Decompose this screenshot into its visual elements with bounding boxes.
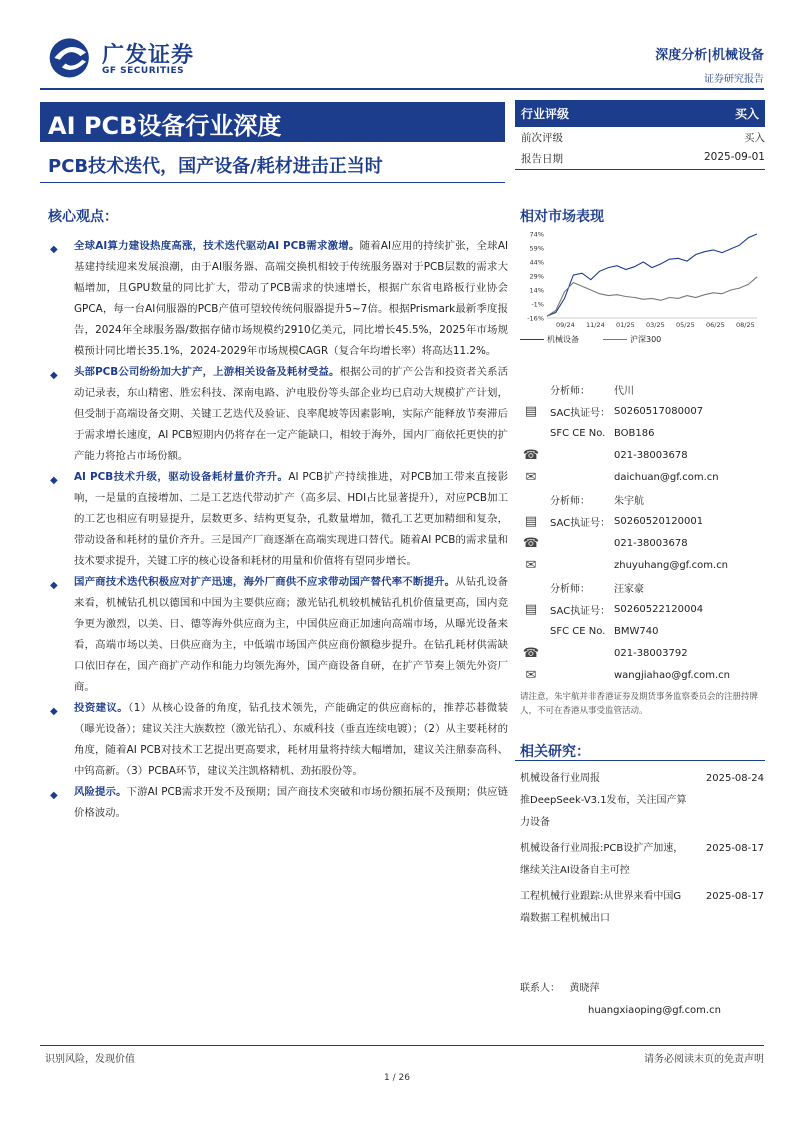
- header-divider: [40, 88, 764, 90]
- analyst-field-value[interactable]: wangjiahao@gf.com.cn: [614, 669, 730, 681]
- report-date-value: 2025-09-01: [703, 151, 765, 163]
- x-tick-label: 11/24: [586, 321, 605, 329]
- bullet-lead: 头部PCB公司纷纷加大扩产，上游相关设备及耗材受益。: [74, 366, 340, 378]
- contact-email[interactable]: huangxiaoping@gf.com.cn: [588, 1005, 721, 1016]
- footer-disclaimer: 请务必阅读末页的免责声明: [644, 1054, 764, 1065]
- related-date: 2025-08-17: [705, 843, 764, 854]
- core-bullet: [48, 698, 508, 782]
- y-tick-label: 44%: [529, 258, 544, 267]
- report-date-label: 报告日期: [521, 153, 563, 165]
- company-name-en: GF SECURITIES: [102, 66, 185, 76]
- rating-box: [515, 100, 765, 170]
- prev-rating-label: 前次评级: [521, 132, 563, 144]
- mail-icon: ✉: [525, 667, 537, 683]
- analyst-row: [520, 422, 764, 444]
- prev-rating-value: 买入: [744, 132, 765, 144]
- x-tick-label: 01/25: [616, 321, 635, 329]
- rating-label: 行业评级: [521, 107, 570, 121]
- analyst-field-value: BOB186: [614, 427, 655, 439]
- core-view-heading: 核心观点：: [48, 209, 118, 225]
- subtitle-divider: [40, 182, 505, 183]
- gf-logo-icon: [45, 33, 101, 81]
- core-bullet: [48, 362, 508, 467]
- y-tick-label: 29%: [529, 272, 544, 281]
- analyst-field-value: S0260522120004: [614, 603, 704, 615]
- series-line-1: [547, 277, 757, 316]
- analyst-row: [520, 532, 764, 554]
- analyst-field-value: 汪家豪: [614, 583, 644, 595]
- analyst-note: 请注意，朱宇航并非香港证券及期货事务监察委员会的注册持牌人，不可在香港从事受监管活动。: [520, 692, 759, 716]
- analyst-field-value: 021-38003792: [614, 647, 688, 659]
- id-card-icon: ▤: [524, 403, 538, 419]
- analyst-field-value: 021-38003678: [614, 537, 688, 549]
- contact-row: [520, 978, 764, 1000]
- phone-icon: ☎: [522, 645, 540, 661]
- report-subtitle: PCB技术迭代，国产设备/耗材进击正当时: [48, 156, 383, 177]
- analyst-row: [520, 444, 764, 466]
- prev-rating-row: [515, 127, 765, 148]
- analyst-row: [520, 598, 764, 620]
- bullet-lead: 投资建议。: [74, 702, 129, 714]
- mail-icon: ✉: [525, 469, 537, 485]
- x-tick-label: 06/25: [706, 321, 725, 329]
- analyst-field-value: BMW740: [614, 625, 659, 637]
- y-tick-label: 74%: [529, 230, 544, 239]
- phone-icon: ☎: [522, 535, 540, 551]
- analyst-row: [520, 510, 764, 532]
- core-bullet: [48, 236, 508, 362]
- related-date: 2025-08-17: [705, 891, 764, 902]
- analyst-field-value[interactable]: daichuan@gf.com.cn: [614, 471, 719, 483]
- related-item[interactable]: [520, 838, 764, 882]
- core-bullet: [48, 572, 508, 698]
- legend-label: 机械设备: [547, 335, 579, 344]
- related-item[interactable]: [520, 886, 764, 930]
- report-title: AI PCB设备行业深度: [48, 112, 282, 140]
- bullet-lead: 全球AI算力建设热度高涨，技术迭代驱动AI PCB需求激增。: [74, 240, 360, 252]
- x-tick-label: 08/25: [736, 321, 755, 329]
- bullet-text: 根据公司的扩产公告和投资者关系活动记录表，东山精密、胜宏科技、深南电路、沪电股份等头部企业均已启动大规模扩产计划，但受制于高端设备交期、关键工艺迭代及验证、良率爬坡等因素影响，实际产能释放节奏滞后于需求增长速度，AI PCB短期内仍将存在一定产能缺口，相较于海外，国内厂商依托更快的扩产能力将抢占市场份额。: [74, 366, 508, 462]
- bullet-dot-icon: ◆: [50, 370, 58, 381]
- related-date: [694, 790, 764, 834]
- bullet-text: 从钻孔设备来看，机械钻孔机以德国和中国为主要供应商；激光钻孔机较机械钻孔机价值量更高，国内竞争更为激烈，以美、日、德等海外供应商为主，中国供应商正加速向高端市场，从曝光设备来看，高端市场以美、日供应商为主，中低端市场国产供应商份额稳步提升。在钻孔耗材供需缺口依旧存在，国产商扩产动作和能力均领先海外，国产商设备自研，在扩产节奏上领先外资厂商。: [74, 576, 509, 693]
- analyst-field-label: 分析师：: [550, 583, 590, 595]
- series-line-0: [547, 234, 757, 316]
- chart-legend: [520, 334, 661, 345]
- bullet-lead: 国产商技术迭代积极应对扩产迅速，海外厂商供不应求带动国产替代率不断提升。: [74, 576, 456, 588]
- analyst-field-label: 分析师：: [550, 495, 590, 507]
- analyst-row: [520, 620, 764, 642]
- analyst-row: [520, 378, 764, 400]
- company-name-cn: 广发证券: [102, 43, 195, 68]
- analyst-row: [520, 642, 764, 664]
- bullet-text: 随着AI应用的持续扩张，全球AI基建持续迎来发展浪潮，由于AI服务器、高端交换机相较于传统服务器对于PCB层数的需求大幅增加，且GPU数量的同比扩大，带动了PCB需求的快速增长，根据广东省电路板行业协会GPCA，每一台AI伺服器的PCB产值可望较传统伺服器提升5~7倍。根据Prismark最新季度报告，2024年全球服务器/数据存储市场规模约2910亿美元，同比增长45.5%，2025年市场规模预计同比增长35.1%，2024-2029年市场规模CAGR（复合年均增长率）将高达11.2%。: [74, 240, 509, 357]
- analyst-row: [520, 664, 764, 686]
- bullet-dot-icon: ◆: [50, 475, 58, 486]
- analyst-field-label: SAC执证号：: [550, 605, 611, 617]
- related-title[interactable]: 工程机械行业跟踪:从世界来看中国G端数据工程机械出口: [520, 891, 682, 924]
- related-date: 2025-08-24: [705, 773, 764, 784]
- related-research-heading: 相关研究：: [520, 744, 590, 760]
- bullet-text: 下游AI PCB需求开发不及预期；国产商技术突破和市场份额拓展不及预期；供应链价格波动。: [74, 786, 509, 819]
- legend-line-icon: [603, 339, 627, 340]
- rating-value: 买入: [734, 107, 759, 121]
- y-tick-label: -16%: [527, 314, 544, 323]
- analyst-field-label: 分析师：: [550, 385, 590, 397]
- rating-header: [515, 100, 765, 127]
- x-tick-label: 05/25: [676, 321, 695, 329]
- footer-slogan: 识别风险，发现价值: [45, 1054, 135, 1065]
- contact-name: 黄晓萍: [569, 983, 600, 994]
- analyst-list: [520, 378, 764, 718]
- phone-icon: ☎: [522, 447, 540, 463]
- bullet-dot-icon: ◆: [50, 244, 58, 255]
- bullet-text: AI PCB扩产持续推进，对PCB加工带来直接影响，一是量的直接增加、二是工艺迭代带动扩产（高多层、HDI占比显著提升），对应PCB加工的工艺也相应有明显提升，层数更多、结构更复杂，孔数量增加，微孔工艺更加精细和复杂，带动设备和耗材的量价齐升。三是国产厂商逐渐在高端实现进口替代。随着AI PCB的需求量和技术要求提升，关键工序的核心设备和耗材的用量和价值将有望同步增长。: [74, 471, 509, 567]
- analyst-field-value[interactable]: zhuyuhang@gf.com.cn: [614, 559, 729, 571]
- report-date-row: [515, 148, 765, 169]
- related-title[interactable]: 机械设备行业周报: [520, 773, 600, 784]
- analyst-field-label: SFC CE No.: [550, 625, 606, 637]
- bullet-text: （1）从核心设备的角度，钻孔技术领先，产能确定的供应商标的，推荐芯碁微装（曝光设备）；建议关注大族数控（激光钻孔）、东威科技（垂直连续电镀）；（2）从主要耗材的角度，随着AI PCB对技术工艺提出更高要求，耗材用量将持续大幅增加，建议关注鼎泰高科、中钨高新。（3）PCBA环节，建议关注凯格精机、劲拓股份等。: [74, 702, 508, 777]
- analyst-row: [520, 488, 764, 510]
- page-number: 1 / 26: [384, 1073, 410, 1083]
- legend-item-hs300: [603, 334, 661, 345]
- x-tick-label: 03/25: [646, 321, 665, 329]
- y-tick-label: 14%: [529, 286, 544, 295]
- related-item[interactable]: [520, 790, 764, 834]
- report-type: 深度分析|机械设备: [655, 48, 764, 63]
- analyst-field-value: 代川: [614, 385, 634, 397]
- core-bullet: [48, 467, 508, 572]
- core-bullet: [48, 782, 508, 824]
- bullet-dot-icon: ◆: [50, 790, 58, 801]
- rating-divider: [515, 169, 765, 170]
- x-tick-label: 09/24: [556, 321, 575, 329]
- bullet-dot-icon: ◆: [50, 580, 58, 591]
- analyst-field-label: SFC CE No.: [550, 427, 606, 439]
- related-title[interactable]: 机械设备行业周报:PCB设扩产加速，继续关注AI设备自主可控: [520, 843, 684, 876]
- related-research-list: [520, 768, 764, 930]
- report-sub: 证券研究报告: [704, 74, 764, 85]
- id-card-icon: ▤: [524, 601, 538, 617]
- core-view-list: [48, 236, 508, 824]
- y-tick-label: 59%: [529, 244, 544, 253]
- relative-performance-chart: [515, 226, 765, 336]
- legend-line-icon: [520, 339, 544, 340]
- contact-block: [520, 978, 764, 1022]
- analyst-row: [520, 466, 764, 488]
- analyst-row: [520, 400, 764, 422]
- analyst-field-value: 021-38003678: [614, 449, 688, 461]
- analyst-row: [520, 576, 764, 598]
- chart-title: 相对市场表现: [520, 209, 604, 225]
- analyst-field-value: S0260517080007: [614, 405, 704, 417]
- analyst-field-label: SAC执证号：: [550, 407, 611, 419]
- bullet-lead: 风险提示。: [74, 786, 127, 798]
- related-divider: [515, 760, 765, 761]
- legend-label: 沪深300: [630, 335, 662, 344]
- footer-divider: [40, 1045, 764, 1046]
- mail-icon: ✉: [525, 557, 537, 573]
- bullet-lead: AI PCB技术升级，驱动设备耗材量价齐升。: [74, 471, 289, 483]
- analyst-row: [520, 554, 764, 576]
- y-tick-label: -1%: [531, 300, 544, 309]
- contact-label: 联系人：: [520, 983, 560, 994]
- related-title[interactable]: 推DeepSeek-V3.1发布，关注国产算力设备: [520, 795, 687, 828]
- analyst-field-value: S0260520120001: [614, 515, 704, 527]
- legend-item-machinery: [520, 334, 579, 345]
- bullet-dot-icon: ◆: [50, 706, 58, 717]
- related-item[interactable]: [520, 768, 764, 790]
- analyst-field-label: SAC执证号：: [550, 517, 611, 529]
- analyst-field-value: 朱宇航: [614, 495, 644, 507]
- id-card-icon: ▤: [524, 513, 538, 529]
